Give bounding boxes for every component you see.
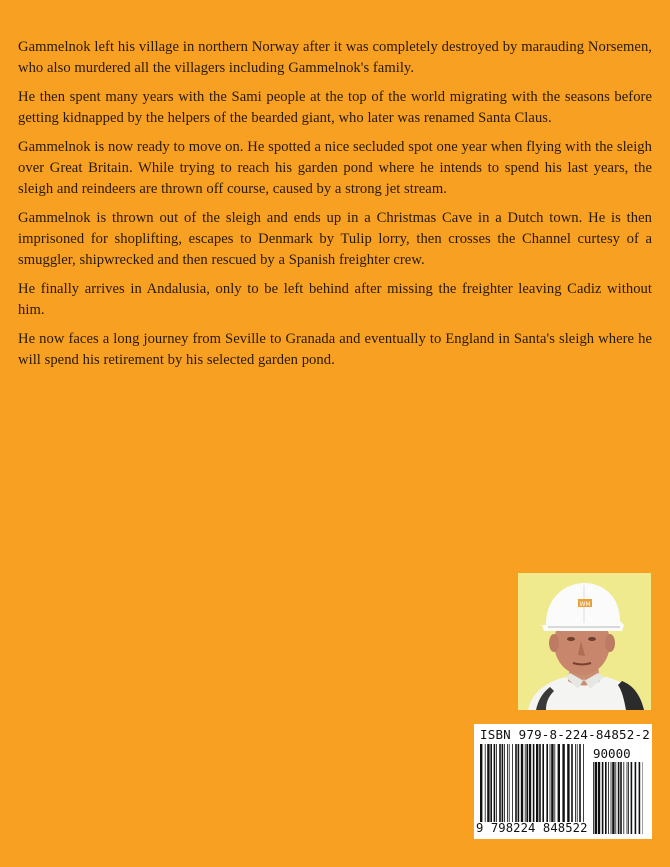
- barcode-bar: [490, 744, 492, 822]
- isbn-barcode: [474, 724, 652, 839]
- barcode-bar: [518, 744, 520, 822]
- barcode-addon-code: 90000: [593, 746, 631, 761]
- barcode-bar: [526, 744, 528, 822]
- barcode-bar: [593, 762, 594, 834]
- barcode-bar: [521, 744, 523, 822]
- barcode-bar: [618, 762, 620, 834]
- blurb-paragraph-2: He then spent many years with the Sami people at the top of the world migrating with the seasons before getting kidnapped by the helpers of the bearded giant, who later was renamed Santa Claus.: [18, 89, 652, 126]
- ean-digits: 9 798224 848522: [476, 821, 588, 835]
- barcode-bar: [567, 744, 569, 822]
- barcode-bar: [558, 744, 560, 822]
- barcode-bar: [611, 762, 612, 834]
- blurb-paragraph-1: Gammelnok left his village in northern Norway after it was completely destroyed by marauding Norsemen, who also murdered all the villagers including Gammelnok's family.: [18, 39, 652, 76]
- barcode-bar: [525, 744, 526, 822]
- author-photo: [518, 573, 651, 710]
- barcode-bar: [551, 744, 553, 822]
- blurb-paragraph-6: He now faces a long journey from Seville to Granada and eventually to England in Santa's sleigh where he will spend his retirement by his selected garden pond.: [18, 331, 652, 368]
- barcode-bar: [550, 744, 551, 822]
- barcode-bar: [562, 744, 564, 822]
- back-cover-blurb: [18, 37, 652, 379]
- barcode-bar: [529, 744, 531, 822]
- barcode-bar: [575, 744, 576, 822]
- helmet-logo-text: WM: [579, 601, 591, 608]
- barcode-bar: [583, 744, 584, 822]
- barcode-bar: [504, 744, 505, 822]
- barcode-bars-addon: [593, 762, 643, 834]
- barcode-bar: [639, 762, 641, 834]
- barcode-bar: [502, 744, 504, 822]
- blurb-paragraph-4: Gammelnok is thrown out of the sleigh and ends up in a Christmas Cave in a Dutch town. He is then imprisoned for shoplifting, escapes to Denmark by Tulip lorry, then crosses the Channel curtesy of a smuggler, shipwrecked and then rescued by a Spanish freighter crew.: [18, 210, 652, 268]
- barcode-bar: [509, 744, 510, 822]
- author-portrait-icon: [518, 573, 651, 710]
- barcode-bar: [496, 744, 497, 822]
- barcode-bar: [542, 744, 544, 822]
- barcode-bar: [536, 744, 538, 822]
- barcode-bar: [605, 762, 607, 834]
- barcode-bar: [507, 744, 508, 822]
- barcode-bar: [623, 762, 624, 834]
- barcode-bar: [579, 744, 581, 822]
- blurb-paragraph-3: Gammelnok is now ready to move on. He spotted a nice secluded spot one year when flying with the sleigh over Great Britain. While trying to reach his garden pond where he intends to spend his last years, the sleigh and reindeers are thrown off course, caused by a strong jet stream.: [18, 139, 652, 197]
- barcode-bar: [515, 744, 517, 822]
- barcode-bars-main: [480, 744, 585, 822]
- barcode-bar: [539, 744, 541, 822]
- barcode-bar: [571, 744, 573, 822]
- barcode-bar: [512, 744, 513, 822]
- barcode-bar: [485, 744, 486, 822]
- barcode-bar: [487, 744, 489, 822]
- blurb-paragraph-5: He finally arrives in Andalusia, only to be left behind after missing the freighter leaving Cadiz without him.: [18, 281, 652, 318]
- barcode-bar: [499, 744, 501, 822]
- barcode-bar: [598, 762, 600, 834]
- barcode-bar: [554, 744, 555, 822]
- barcode-bar: [577, 744, 578, 822]
- barcode-bar: [628, 762, 629, 834]
- isbn-label: ISBN 979-8-224-84852-2: [480, 727, 650, 742]
- barcode-bar: [533, 744, 535, 822]
- barcode-bar: [612, 762, 614, 834]
- barcode-bar: [615, 762, 616, 834]
- barcode-bar: [608, 762, 609, 834]
- barcode-bar: [480, 744, 482, 822]
- barcode-bar: [602, 762, 604, 834]
- barcode-bar: [494, 744, 496, 822]
- barcode-bar: [546, 744, 548, 822]
- barcode-bar: [620, 762, 622, 834]
- barcode-bar: [635, 762, 637, 834]
- barcode-bar: [627, 762, 628, 834]
- barcode-bar: [595, 762, 597, 834]
- barcode-bar: [631, 762, 633, 834]
